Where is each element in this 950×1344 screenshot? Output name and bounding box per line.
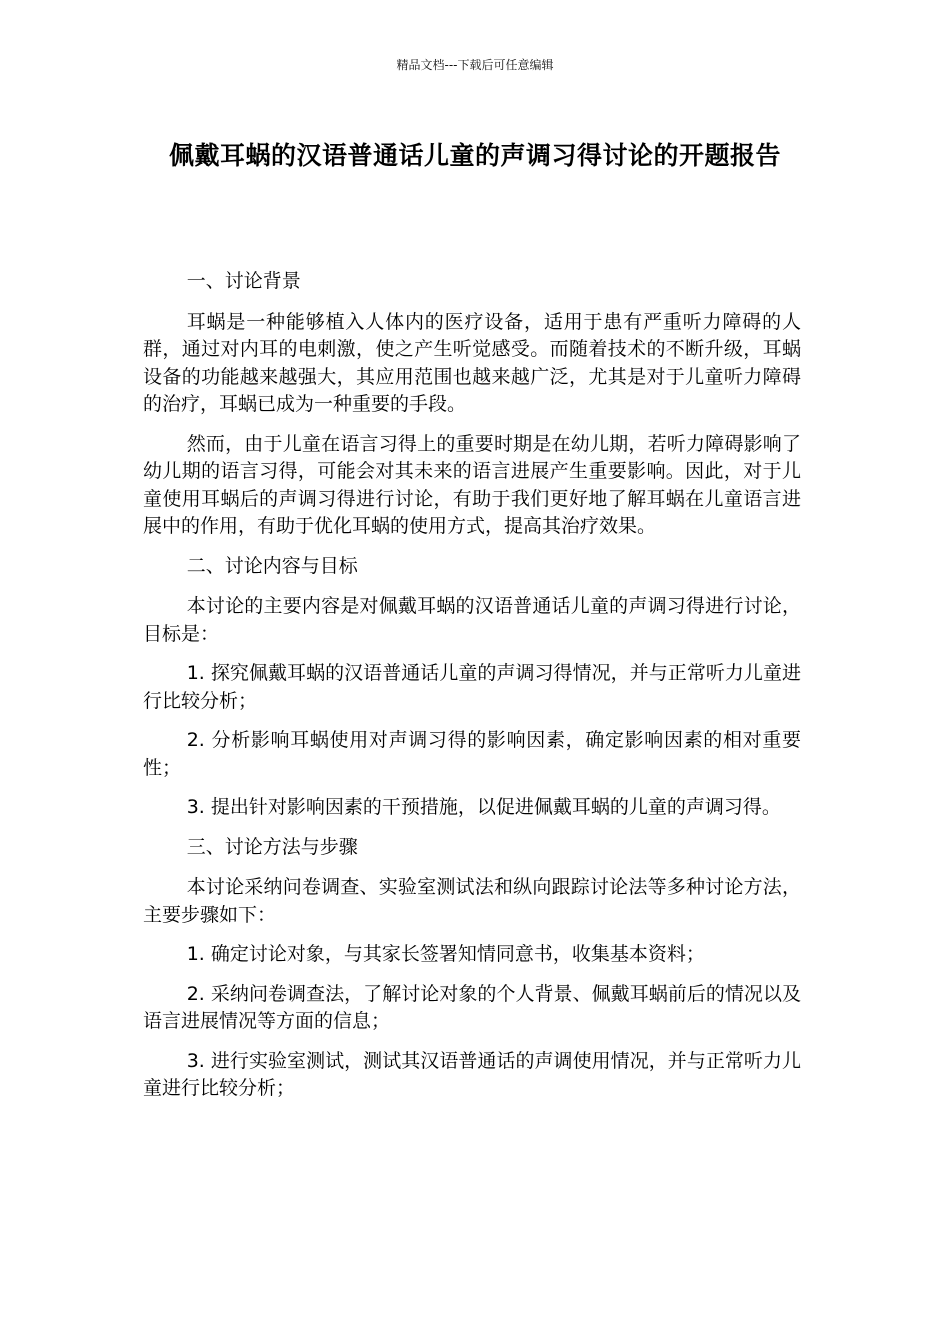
document-title: 佩戴耳蜗的汉语普通话儿童的声调习得讨论的开题报告 [168,141,781,170]
document-body [143,268,801,1115]
paragraph: 耳蜗是一种能够植入人体内的医疗设备，适用于患有严重听力障碍的人群，通过对内耳的电刺激，使之产生听觉感受。而随着技术的不断升级，耳蜗设备的功能越来越强大，其应用范围也越来越广泛，尤其是对于儿童听力障碍的治疗，耳蜗已成为一种重要的手段。 [143,310,801,415]
list-item: 1. 确定讨论对象，与其家长签署知情同意书，收集基本资料； [186,943,705,965]
list-item: 3. 提出针对影响因素的干预措施，以促进佩戴耳蜗的儿童的声调习得。 [186,796,781,818]
section-heading-content-goals: 二、讨论内容与目标 [186,554,358,577]
paragraph: 本讨论的主要内容是对佩戴耳蜗的汉语普通话儿童的声调习得进行讨论，目标是： [143,595,801,645]
list-item: 2. 分析影响耳蜗使用对声调习得的影响因素，确定影响因素的相对重要性； [143,729,801,779]
list-item: 3. 进行实验室测试，测试其汉语普通话的声调使用情况，并与正常听力儿童进行比较分析； [143,1049,801,1099]
section-heading-background: 一、讨论背景 [186,270,301,292]
section-heading-methods: 三、讨论方法与步骤 [186,835,358,858]
page-header-note: 精品文档---下载后可任意编辑 [396,58,554,72]
paragraph: 然而，由于儿童在语言习得上的重要时期是在幼儿期，若听力障碍影响了幼儿期的语言习得，可能会对其未来的语言进展产生重要影响。因此，对于儿童使用耳蜗后的声调习得进行讨论，有助于我们更好地了解耳蜗在儿童语言进展中的作用，有助于优化耳蜗的使用方式，提高其治疗效果。 [143,432,801,537]
list-item: 1. 探究佩戴耳蜗的汉语普通话儿童的声调习得情况，并与正常听力儿童进行比较分析； [143,662,801,712]
list-item: 2. 采纳问卷调查法，了解讨论对象的个人背景、佩戴耳蜗前后的情况以及语言进展情况等方面的信息； [143,982,801,1032]
paragraph: 本讨论采纳问卷调查、实验室测试法和纵向跟踪讨论法等多种讨论方法，主要步骤如下： [143,876,801,926]
